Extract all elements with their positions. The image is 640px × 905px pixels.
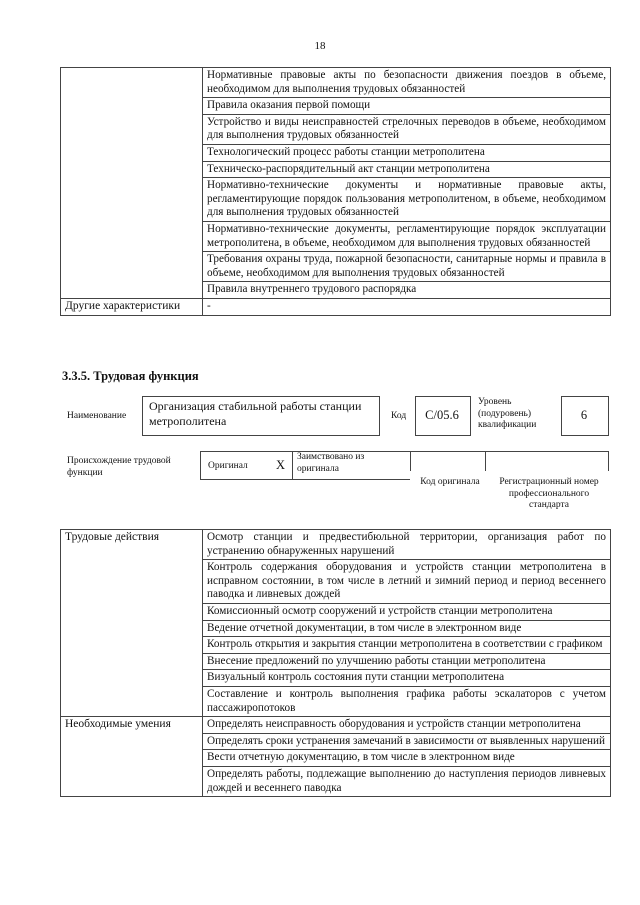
registration-number-label: Регистрационный номер профессионального стандарта [499, 477, 599, 510]
origin-divider [608, 451, 609, 471]
original-mark: X [276, 458, 286, 472]
table-row [61, 530, 611, 560]
labor-function-table [60, 529, 611, 797]
borrowed-label: Заимствовано из оригинала [297, 452, 365, 474]
table-row [61, 717, 611, 734]
original-label: Оригинал [208, 461, 248, 471]
labor-action: Визуальный контроль состояния пути станции метрополитена [203, 670, 611, 687]
code-value: C/05.6 [425, 408, 459, 422]
required-skill: Определять неисправность оборудования и устройств станции метрополитена [203, 717, 611, 734]
table-row [61, 68, 611, 98]
origin-divider [292, 451, 293, 480]
knowledge-item: Техническо-распорядительный акт станции метрополитена [203, 161, 611, 178]
labor-action: Контроль содержания оборудования и устройств станции метрополитена в исправном состоянии, в том числе в летний и зимний период и период весеннего паводка и ливневых дождей [203, 560, 611, 604]
function-name-label: Наименование [67, 411, 127, 421]
labor-action: Внесение предложений по улучшению работы станции метрополитена [203, 653, 611, 670]
function-name-value: Организация стабильной работы станции метрополитена [149, 399, 362, 428]
required-skill: Определять сроки устранения замечаний в зависимости от выявленных нарушений [203, 733, 611, 750]
other-characteristics-label: Другие характеристики [61, 298, 203, 315]
origin-top-rule [200, 451, 608, 452]
other-characteristics-value: - [203, 298, 611, 315]
knowledge-item: Правила внутреннего трудового распорядка [203, 282, 611, 299]
table-row [61, 298, 611, 315]
knowledge-item: Нормативные правовые акты по безопасности движения поездов в объеме, необходимом для выполнения трудовых обязанностей [203, 68, 611, 98]
origin-divider [200, 451, 201, 480]
knowledge-item: Правила оказания первой помощи [203, 98, 611, 115]
qualification-level-value: 6 [580, 408, 588, 422]
labor-action: Комиссионный осмотр сооружений и устройств станции метрополитена [203, 603, 611, 620]
knowledge-item: Требования охраны труда, пожарной безопасности, санитарные нормы и правила в объеме, необходимом для выполнения трудовых обязанностей [203, 252, 611, 282]
knowledge-table [60, 67, 611, 316]
code-label: Код [391, 411, 407, 421]
required-skills-label: Необходимые умения [61, 717, 203, 797]
knowledge-item: Нормативно-технические документы и нормативные правовые акты, регламентирующие порядок пользования метрополитеном, в объеме, необходимом для выполнения трудовых обязанностей [203, 178, 611, 222]
labor-action: Составление и контроль выполнения графика работы эскалаторов с учетом пассажиропотоков [203, 686, 611, 716]
section-title: 3.3.5. Трудовая функция [62, 369, 199, 383]
code-original-label: Код оригинала [420, 477, 480, 487]
labor-action: Осмотр станции и предвестибюльной территории, организация работ по устранению обнаруженных нарушений [203, 530, 611, 560]
required-skill: Вести отчетную документацию, в том числе в электронном виде [203, 750, 611, 767]
origin-divider [485, 451, 486, 471]
labor-action: Контроль открытия и закрытия станции метрополитена в соответствии с графиком [203, 637, 611, 654]
origin-divider [410, 451, 411, 471]
page-number: 18 [314, 40, 326, 52]
labor-action: Ведение отчетной документации, в том числе в электронном виде [203, 620, 611, 637]
origin-bottom-rule [200, 479, 410, 480]
labor-actions-label: Трудовые действия [61, 530, 203, 717]
knowledge-item: Нормативно-технические документы, регламентирующие порядок эксплуатации метрополитена, в объеме, необходимом для выполнения трудовых обязанностей [203, 221, 611, 251]
qualification-level-label: Уровень (подуровень) квалификации [478, 397, 537, 430]
knowledge-item: Устройство и виды неисправностей стрелочных переводов в объеме, необходимом для выполнения трудовых обязанностей [203, 114, 611, 144]
origin-label: Происхождение трудовой функции [67, 456, 171, 478]
knowledge-item: Технологический процесс работы станции метрополитена [203, 144, 611, 161]
required-skill: Определять работы, подлежащие выполнению до наступления периодов ливневых дождей и весеннего паводка [203, 766, 611, 796]
knowledge-label-cell [61, 68, 203, 299]
